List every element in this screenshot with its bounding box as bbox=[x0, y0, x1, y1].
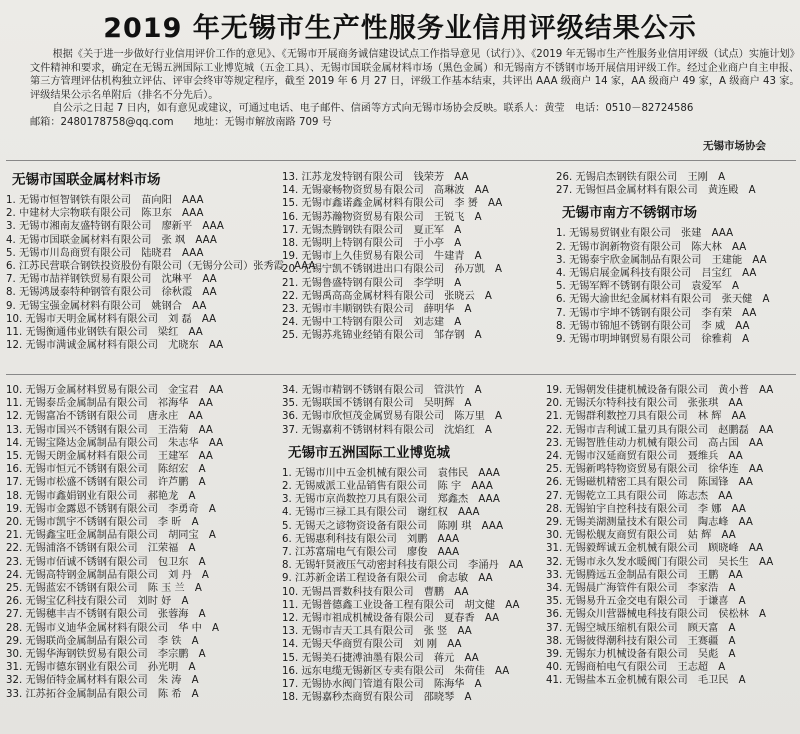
list-item: 37. 无锡嘉莉不锈钢材料有限公司 沈焰红 A bbox=[282, 424, 492, 436]
list-item: 18. 无锡明上特钢有限公司 于小亭 A bbox=[282, 238, 462, 250]
list-item: 19. 无锡朝发佳捷机械设备有限公司 黄小普 AA bbox=[546, 385, 774, 396]
list-item: 27. 无锡穗丰吉不锈钢有限公司 张蓉海 A bbox=[6, 609, 206, 621]
intro-contact: 邮箱：2480178758@qq.com 地址：无锡市解放南路 709 号 bbox=[30, 116, 332, 128]
list-item: 23. 无锡市佰诚不锈钢有限公司 包卫东 A bbox=[6, 556, 206, 568]
list-item: 21. 无锡鲁盛特钢有限公司 李学明 A bbox=[282, 277, 462, 289]
list-item: 17. 无锡杰腾钢铁有限公司 夏正军 A bbox=[282, 224, 462, 236]
entry-list bbox=[546, 384, 798, 688]
list-item: 4. 无锡启展金属科技有限公司 吕宝红 AA bbox=[556, 268, 757, 280]
list-item: 8. 无锡市锦旭不锈钢有限公司 李 威 AA bbox=[556, 320, 750, 332]
list-item: 30. 无锡华海钢铁贸易有限公司 李宗鹏 A bbox=[6, 649, 206, 661]
column-top-1 bbox=[6, 168, 316, 352]
issuer-signature: 无锡市场协会 bbox=[703, 140, 766, 152]
list-item: 24. 无锡高特钢金属制品有限公司 刘 丹 A bbox=[6, 569, 209, 581]
list-item: 6. 无锡惠利科技有限公司 刘鹏 AAA bbox=[282, 533, 460, 545]
list-item: 25. 无锡新鸣特物资贸易有限公司 徐华连 AA bbox=[546, 464, 764, 476]
column-bottom-1 bbox=[6, 384, 276, 701]
list-item: 15. 无锡美石捷溥油墨有限公司 蒋元 AA bbox=[282, 652, 479, 664]
market-heading-guolian: 无锡市国联金属材料市场 bbox=[12, 172, 161, 188]
list-item: 23. 无锡市丰顺钢铁有限公司 薛明华 A bbox=[282, 304, 472, 316]
entry-list bbox=[556, 171, 796, 197]
column-bottom-2 bbox=[282, 384, 540, 704]
list-item: 12. 无锡市祖成机械设备有限公司 夏春香 AA bbox=[282, 613, 500, 625]
list-item: 22. 无锡禹高高金属材料有限公司 张晓云 A bbox=[282, 290, 492, 302]
list-item: 32. 无锡市永久发水暖阀门有限公司 吴长生 AA bbox=[546, 556, 774, 568]
list-item: 38. 无锡彼得潮科技有限公司 王赛疆 A bbox=[546, 635, 736, 647]
page-title: 2019 年无锡市生产性服务业信用评级结果公示 bbox=[103, 13, 697, 44]
list-item: 33. 江苏拓谷金属制品有限公司 陈 希 A bbox=[6, 688, 199, 700]
column-top-2 bbox=[282, 171, 550, 343]
list-item: 17. 无锡协水阀门管道有限公司 陈海华 A bbox=[282, 679, 482, 691]
list-item: 25. 无锡苏兆锦业经销有限公司 邹存钢 A bbox=[282, 330, 482, 342]
list-item: 27. 无锡乾立工具有限公司 陈志杰 AA bbox=[546, 490, 733, 502]
list-item: 17. 无锡市松盛不锈钢有限公司 许芦鹏 A bbox=[6, 477, 206, 489]
list-item: 39. 无锡东力机械设备有限公司 吴彪 A bbox=[546, 649, 736, 661]
list-item: 7. 无锡市喆祥钢铁贸易有限公司 沈琳平 AA bbox=[6, 274, 217, 286]
entry-list bbox=[6, 194, 316, 352]
list-item: 12. 无锡富冶不锈钢有限公司 唐永庄 AA bbox=[6, 411, 203, 423]
list-item: 5. 无锡市川岛商贸有限公司 陆晓君 AAA bbox=[6, 247, 204, 259]
list-item: 2. 无锡市润新物资有限公司 陈大林 AA bbox=[556, 241, 747, 253]
list-item: 24. 无锡市汉延商贸有限公司 聂维兵 AA bbox=[546, 451, 743, 463]
list-item: 27. 无锡恒昌金属材料有限公司 黄连殿 A bbox=[556, 185, 756, 197]
list-item: 19. 无锡市金露恩不锈钢有限公司 李勇奇 A bbox=[6, 503, 216, 515]
list-item: 16. 无锡苏瀚物资贸易有限公司 王锐飞 A bbox=[282, 211, 482, 223]
list-item: 15. 无锡市鑫诺鑫金属材料有限公司 李 赟 AA bbox=[282, 198, 503, 210]
divider bbox=[6, 160, 796, 161]
list-item: 30. 无锡松舰友商贸有限公司 姑 辉 AA bbox=[546, 530, 736, 542]
list-item: 6. 无锡大渝世纪金属材料有限公司 张天健 A bbox=[556, 294, 770, 306]
list-item: 34. 无锡晨广海管件有限公司 李家浩 A bbox=[546, 583, 736, 595]
intro-text bbox=[30, 48, 800, 130]
list-item: 18. 无锡嘉秒杰商贸有限公司 邵晓琴 A bbox=[282, 692, 472, 704]
list-item: 7. 江苏富瑞电气有限公司 廖俊 AAA bbox=[282, 547, 460, 559]
list-item: 36. 无锡众川营器械电科技有限公司 侯松林 A bbox=[546, 609, 766, 621]
list-item: 29. 无锡美湖测量技术有限公司 陶志峰 AA bbox=[546, 517, 753, 529]
intro-paragraph-1: 根据《关于进一步做好行业信用评价工作的意见》、《无锡市开展商务诚信建设试点工作指导意见（试行）》、《2019 年无锡市生产性服务业信用评级（试点）实施计划》文件精神和要求，确定在无锡五洲国际工业博览城（五金工具）、无锡市国联金属材料市场（黑色金属）和无锡南方不锈钢市场开展信用评级工作。经过企业商户自主申报、第三方管理评估机构独立评估、评审会终审等规定程序，截至 2019 年 6 月 27 日，评级工作基本结束，共评出 AAA 级商户 14 家，AA 级商户 49 家，A 级商户 43 家。评级结果公示名单附后（排名不分先后）。 bbox=[30, 49, 800, 101]
list-item: 8. 无锡轩贤液压气动密封科技有限公司 李涌丹 AA bbox=[282, 560, 524, 572]
list-item: 11. 无锡衡通伟业钢铁有限公司 梁红 AA bbox=[6, 327, 203, 339]
list-item: 14. 无锡天华商贸有限公司 刘 刚 AA bbox=[282, 639, 462, 651]
list-item: 13. 江苏龙发特钢有限公司 钱荣芳 AA bbox=[282, 172, 469, 183]
list-item: 26. 无锡启杰钢铁有限公司 王刚 A bbox=[556, 172, 726, 183]
list-item: 10. 无锡市天明金属材料有限公司 刘 磊 AA bbox=[6, 313, 217, 325]
list-item: 4. 无锡市国联金属材料有限公司 张 飒 AAA bbox=[6, 234, 217, 246]
list-item: 33. 无锡腾远五金制品有限公司 王鹏 AA bbox=[546, 569, 743, 581]
list-item: 28. 无锡市义迪华金属材料有限公司 华 中 A bbox=[6, 622, 220, 634]
list-item: 18. 无锡市鑫娟钢业有限公司 郝艳龙 A bbox=[6, 490, 196, 502]
list-item: 26. 无锡磁机精密工具有限公司 陈国锋 AA bbox=[546, 477, 753, 489]
list-item: 31. 无锡市德东钢业有限公司 孙光明 A bbox=[6, 662, 196, 674]
list-item: 11. 无锡普德鑫工业设备工程有限公司 胡文健 AA bbox=[282, 599, 520, 611]
list-item: 13. 无锡市吉天工具有限公司 张 竖 AA bbox=[282, 626, 472, 638]
column-bottom-3 bbox=[546, 384, 798, 688]
list-item: 1. 无锡市川中五金机械有限公司 袁伟民 AAA bbox=[282, 467, 500, 479]
list-item: 29. 无锡联尚金属制品有限公司 李 铁 A bbox=[6, 635, 199, 647]
list-item: 20. 无锡市凯宇不锈钢有限公司 李 昕 A bbox=[6, 517, 199, 529]
list-item: 1. 无锡易贸钢业有限公司 张建 AAA bbox=[556, 228, 734, 240]
list-item: 23. 无锡智胜佳动力机械有限公司 高占国 AA bbox=[546, 437, 764, 449]
list-item: 7. 无锡市宇坤不锈钢有限公司 李有荣 AA bbox=[556, 307, 757, 319]
list-item: 5. 无锡军辉不锈钢有限公司 袁爱军 A bbox=[556, 281, 739, 293]
list-item: 36. 无锡市欣恒茂金属贸易有限公司 陈万里 A bbox=[282, 411, 502, 423]
list-item: 3. 无锡泰宇欣金属制品有限公司 王建能 AA bbox=[556, 254, 767, 266]
list-item: 35. 无锡易升五金交电有限公司 于谦喜 A bbox=[546, 596, 746, 608]
list-item: 21. 无锡鑫宝旺金属制品有限公司 胡同宝 A bbox=[6, 530, 216, 542]
intro-paragraph-2: 自公示之日起 7 日内，如有意见或建议，可通过电话、电子邮件、信函等方式向无锡市场协会反映。联系人：黄莹 电话：0510－82724586 bbox=[52, 103, 694, 115]
market-heading-nanfang: 无锡市南方不锈钢市场 bbox=[562, 205, 697, 222]
list-item: 2. 中建材大宗物联有限公司 陈卫东 AAA bbox=[6, 208, 204, 220]
list-item: 1. 无锡市恒智钢铁有限公司 苗向阳 AAA bbox=[6, 195, 204, 206]
list-item: 20. 无锡宁凯不锈钢进出口有限公司 孙万凯 A bbox=[282, 264, 502, 276]
list-item: 35. 无锡联国不锈钢有限公司 吴明辉 A bbox=[282, 398, 472, 410]
list-item: 16. 远东电缆无锡新区专卖有限公司 朱荷佳 AA bbox=[282, 665, 510, 677]
list-item: 28. 无锡铂宇自控科技有限公司 李 娜 AA bbox=[546, 503, 746, 515]
list-item: 32. 无锡佰特金属材料有限公司 朱 涛 A bbox=[6, 675, 199, 687]
divider bbox=[6, 374, 796, 375]
list-item: 24. 无锡中工特钢有限公司 刘志建 A bbox=[282, 317, 462, 329]
list-item: 5. 无锡天之谚物资设备有限公司 陈刚 琪 AAA bbox=[282, 520, 504, 532]
list-item: 8. 无锡鸿晟泰特种钢管有限公司 徐秋霞 AA bbox=[6, 287, 217, 299]
list-item: 9. 无锡市明坤钢贸易有限公司 徐雅莉 A bbox=[556, 334, 750, 346]
list-item: 14. 无锡豪畅物资贸易有限公司 高琳波 AA bbox=[282, 185, 489, 197]
list-item: 41. 无锡盐本五金机械有限公司 毛卫民 A bbox=[546, 675, 746, 687]
list-item: 3. 无锡市京尚数控刀具有限公司 郑鑫杰 AAA bbox=[282, 494, 500, 506]
list-item: 4. 无锡市三禄工具有限公司 谢红权 AAA bbox=[282, 507, 480, 519]
list-item: 13. 无锡市国兴不锈钢有限公司 王浩菊 AA bbox=[6, 424, 213, 436]
list-item: 21. 无锡群利数控刀具有限公司 林 辉 AA bbox=[546, 411, 746, 423]
list-item: 20. 无锡沃尔特科技有限公司 张张琪 AA bbox=[546, 398, 743, 410]
entry-list bbox=[282, 171, 550, 343]
list-item: 16. 无锡市恒元不锈钢有限公司 陈绍宏 A bbox=[6, 464, 206, 476]
list-item: 3. 无锡市湘南友盛特钢有限公司 廖新平 AAA bbox=[6, 221, 224, 233]
market-heading-wuzhou: 无锡市五洲国际工业博览城 bbox=[288, 444, 450, 461]
list-item: 22. 无锡浦洛不锈钢有限公司 江荣福 A bbox=[6, 543, 196, 555]
list-item: 26. 无锡宝亿科技有限公司 刘时 妤 A bbox=[6, 596, 189, 608]
list-item: 2. 无锡威派工业品销售有限公司 陈 宇 AAA bbox=[282, 481, 493, 493]
list-item: 12. 无锡市满诚金属材料有限公司 尤晓东 AA bbox=[6, 340, 224, 352]
list-item: 10. 无锡万金属材料贸易有限公司 金宝君 AA bbox=[6, 385, 224, 396]
list-item: 11. 无锡泰岳金属制品有限公司 祁海华 AA bbox=[6, 398, 213, 410]
entry-list bbox=[282, 384, 540, 437]
list-item: 9. 江苏新金诺工程设备有限公司 俞志敏 AA bbox=[282, 573, 493, 585]
list-item: 10. 无锡昌晋数科技有限公司 曹鹏 AA bbox=[282, 586, 469, 598]
list-item: 15. 无锡天朗金属材料有限公司 王建军 AA bbox=[6, 451, 213, 463]
list-item: 6. 江苏民营联合钢铁投资股份有限公司（无锡分公司）张秀霞 AAA bbox=[6, 261, 316, 273]
entry-list bbox=[282, 467, 540, 705]
list-item: 25. 无锡蓝宏不锈钢有限公司 陈 玉 兰 A bbox=[6, 583, 202, 595]
list-item: 34. 无锡市精钢不锈钢有限公司 管洪竹 A bbox=[282, 385, 482, 396]
list-item: 9. 无锡宝强金属材料有限公司 姚钢合 AA bbox=[6, 300, 207, 312]
entry-list bbox=[556, 227, 796, 346]
list-item: 22. 无锡市吉利诚工量刃具有限公司 赵鹏磊 AA bbox=[546, 424, 774, 436]
column-top-3 bbox=[556, 171, 796, 346]
list-item: 31. 无锡毅辉诚五金机械有限公司 顾晓峰 AA bbox=[546, 543, 764, 555]
list-item: 14. 无锡宝隆达金属制品有限公司 朱志华 AA bbox=[6, 437, 224, 449]
list-item: 37. 无锡空城压缩机有限公司 顾天富 A bbox=[546, 622, 736, 634]
list-item: 19. 无锡市上久佳贸易有限公司 牛建青 A bbox=[282, 251, 482, 263]
list-item: 40. 无锡商柏电气有限公司 王志超 A bbox=[546, 662, 726, 674]
entry-list bbox=[6, 384, 276, 701]
